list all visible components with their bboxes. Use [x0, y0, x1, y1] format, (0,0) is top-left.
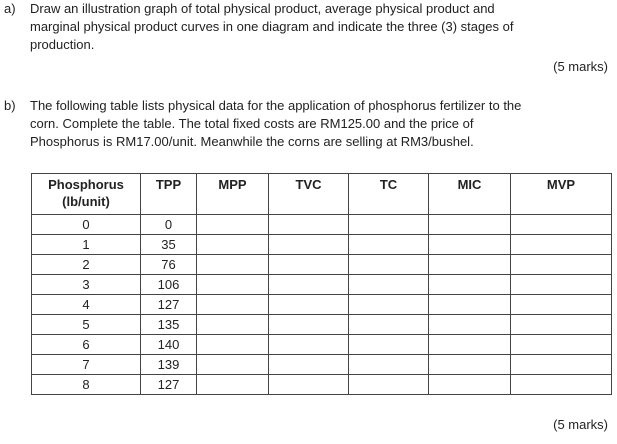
cell-tc [349, 255, 429, 275]
cell-mpp [197, 315, 269, 335]
table-row [32, 255, 612, 275]
question-a-label: a) [4, 1, 16, 16]
table-row [32, 215, 612, 235]
cell-tpp: 76 [141, 255, 197, 275]
cell-mpp [197, 355, 269, 375]
header-mpp: MPP [197, 174, 269, 215]
cell-mic [429, 335, 511, 355]
cell-tvc [269, 215, 349, 235]
table-row [32, 295, 612, 315]
header-phosphorus-line-2: (lb/unit) [62, 194, 110, 209]
cell-phosphorus: 2 [32, 255, 141, 275]
cell-tvc [269, 235, 349, 255]
cell-mic [429, 275, 511, 295]
question-a-line-3: production. [30, 37, 95, 52]
question-b-line-3: Phosphorus is RM17.00/unit. Meanwhile the corns are selling at RM3/bushel. [30, 134, 474, 149]
header-tvc: TVC [269, 174, 349, 215]
cell-tpp: 140 [141, 335, 197, 355]
cell-mvp [511, 235, 612, 255]
question-b-label: b) [4, 98, 16, 113]
header-mvp: MVP [511, 174, 612, 215]
cell-tc [349, 295, 429, 315]
cell-phosphorus: 0 [32, 215, 141, 235]
cell-tvc [269, 255, 349, 275]
cell-mvp [511, 315, 612, 335]
cell-phosphorus: 8 [32, 375, 141, 395]
header-phosphorus-line-1: Phosphorus [48, 177, 124, 192]
cell-tpp: 35 [141, 235, 197, 255]
cell-mpp [197, 295, 269, 315]
cell-mvp [511, 255, 612, 275]
cell-phosphorus: 7 [32, 355, 141, 375]
cell-tvc [269, 275, 349, 295]
cell-phosphorus: 6 [32, 335, 141, 355]
cell-mpp [197, 335, 269, 355]
cell-tc [349, 215, 429, 235]
header-phosphorus [32, 174, 141, 215]
question-a-line-1: Draw an illustration graph of total physical product, average physical product and [30, 1, 495, 16]
phosphorus-data-table [31, 173, 612, 395]
table-header-row [32, 174, 612, 215]
cell-mpp [197, 235, 269, 255]
header-mic: MIC [429, 174, 511, 215]
cell-tc [349, 235, 429, 255]
cell-tpp: 127 [141, 375, 197, 395]
cell-tc [349, 335, 429, 355]
cell-mvp [511, 355, 612, 375]
cell-mvp [511, 335, 612, 355]
question-a-text [30, 0, 610, 54]
cell-tc [349, 355, 429, 375]
cell-tpp: 106 [141, 275, 197, 295]
question-b-text [30, 97, 610, 151]
cell-mvp [511, 275, 612, 295]
table-row [32, 275, 612, 295]
header-tc: TC [349, 174, 429, 215]
cell-mic [429, 315, 511, 335]
cell-mic [429, 235, 511, 255]
cell-mvp [511, 295, 612, 315]
cell-mpp [197, 275, 269, 295]
table-row [32, 235, 612, 255]
cell-mvp [511, 215, 612, 235]
cell-tpp: 135 [141, 315, 197, 335]
cell-tvc [269, 355, 349, 375]
cell-mic [429, 375, 511, 395]
cell-tvc [269, 295, 349, 315]
cell-phosphorus: 5 [32, 315, 141, 335]
cell-mpp [197, 375, 269, 395]
cell-tvc [269, 375, 349, 395]
cell-mic [429, 355, 511, 375]
question-b-line-1: The following table lists physical data for the application of phosphorus fertilizer to the [30, 98, 522, 113]
cell-mic [429, 295, 511, 315]
cell-phosphorus: 3 [32, 275, 141, 295]
cell-tpp: 127 [141, 295, 197, 315]
cell-tc [349, 315, 429, 335]
table-row [32, 335, 612, 355]
cell-mpp [197, 215, 269, 235]
cell-tvc [269, 335, 349, 355]
table-row [32, 315, 612, 335]
cell-mvp [511, 375, 612, 395]
cell-tc [349, 375, 429, 395]
cell-tvc [269, 315, 349, 335]
table-row [32, 355, 612, 375]
cell-mic [429, 215, 511, 235]
header-tpp: TPP [141, 174, 197, 215]
question-a-marks: (5 marks) [553, 59, 608, 74]
table-row [32, 375, 612, 395]
cell-mpp [197, 255, 269, 275]
question-a-line-2: marginal physical product curves in one diagram and indicate the three (3) stages of [30, 19, 514, 34]
question-b-marks: (5 marks) [553, 417, 608, 432]
cell-phosphorus: 1 [32, 235, 141, 255]
cell-phosphorus: 4 [32, 295, 141, 315]
question-b-line-2: corn. Complete the table. The total fixed costs are RM125.00 and the price of [30, 116, 474, 131]
cell-tc [349, 275, 429, 295]
cell-mic [429, 255, 511, 275]
cell-tpp: 139 [141, 355, 197, 375]
cell-tpp: 0 [141, 215, 197, 235]
